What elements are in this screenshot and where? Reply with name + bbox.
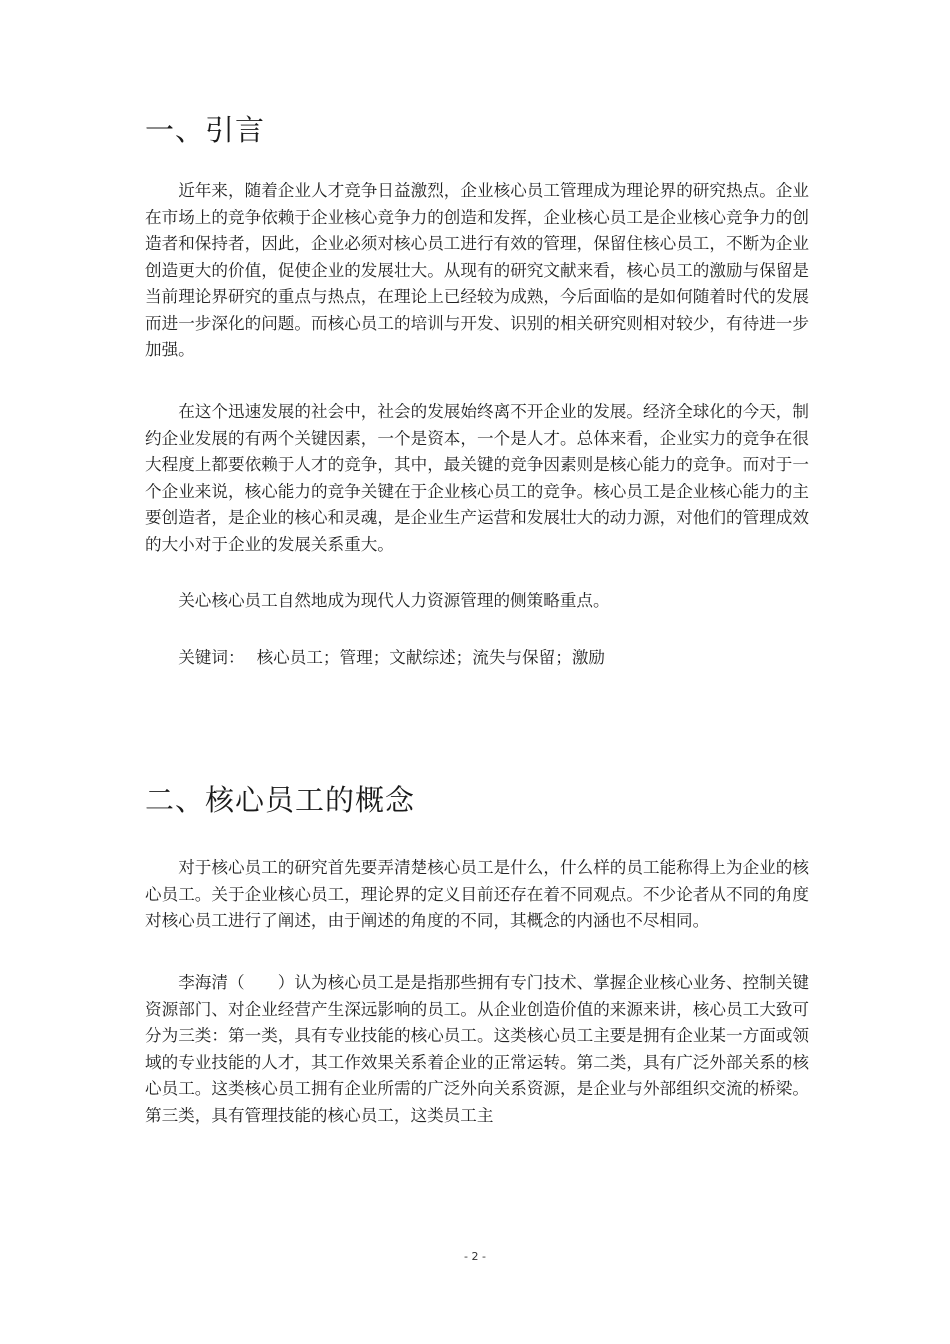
keywords-label: 关键词： [178,648,245,667]
body-paragraph: 对于核心员工的研究首先要弄清楚核心员工是什么，什么样的员工能称得上为企业的核心员工。关于企业核心员工，理论界的定义目前还存在着不同观点。不少论者从不同的角度对核心员工进行了阐述，由于阐述的角度的不同，其概念的内涵也不尽相同。 [145,858,809,930]
keywords-line [145,645,809,672]
section-heading-introduction: 一、引言 [145,113,266,147]
section-heading-core-employee-concept: 二、核心员工的概念 [145,783,416,817]
body-paragraph: 关心核心员工自然地成为现代人力资源管理的侧策略重点。 [178,591,610,610]
keywords-text: 核心员工；管理；文献综述；流失与保留；激励 [256,648,606,667]
body-paragraph: 李海清（ ）认为核心员工是是指那些拥有专门技术、掌握企业核心业务、控制关键资源部门、对企业经营产生深远影响的员工。从企业创造价值的来源来讲，核心员工大致可分为三类：第一类，具有专业技能的核心员工。这类核心员工主要是拥有企业某一方面或领域的专业技能的人才，其工作效果关系着企业的正常运转。第二类，具有广泛外部关系的核心员工。这类核心员工拥有企业所需的广泛外向关系资源，是企业与外部组织交流的桥梁。第三类，具有管理技能的核心员工，这类员工主 [145,973,809,1125]
page-number: - 2 - [464,1250,486,1263]
body-paragraph: 在这个迅速发展的社会中，社会的发展始终离不开企业的发展。经济全球化的今天，制约企业发展的有两个关键因素，一个是资本，一个是人才。总体来看，企业实力的竞争在很大程度上都要依赖于人才的竞争，其中，最关键的竞争因素则是核心能力的竞争。而对于一个企业来说，核心能力的竞争关键在于企业核心员工的竞争。核心员工是企业核心能力的主要创造者，是企业的核心和灵魂，是企业生产运营和发展壮大的动力源，对他们的管理成效的大小对于企业的发展关系重大。 [145,402,809,554]
body-paragraph: 近年来，随着企业人才竞争日益激烈，企业核心员工管理成为理论界的研究热点。企业在市场上的竞争依赖于企业核心竞争力的创造和发挥，企业核心员工是企业核心竞争力的创造者和保持者，因此，企业必须对核心员工进行有效的管理，保留住核心员工，不断为企业创造更大的价值，促使企业的发展壮大。从现有的研究文献来看，核心员工的激励与保留是当前理论界研究的重点与热点，在理论上已经较为成熟，今后面临的是如何随着时代的发展而进一步深化的问题。而核心员工的培训与开发、识别的相关研究则相对较少，有待进一步加强。 [145,181,809,359]
